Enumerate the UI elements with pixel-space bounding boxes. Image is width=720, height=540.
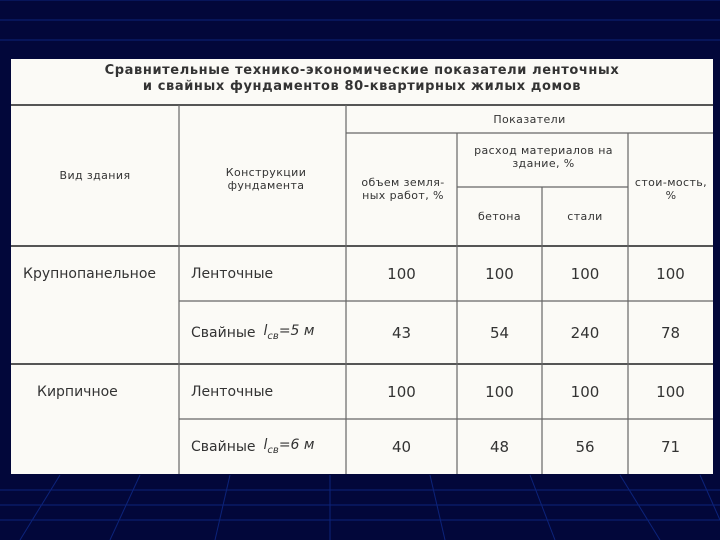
row-3-building: Кирпичное — [37, 383, 118, 400]
header-indicators: Показатели — [493, 112, 566, 126]
title-line-2: и свайных фундаментов 80-квартирных жилых домов — [142, 79, 582, 94]
row-2-cost: 78 — [660, 323, 681, 342]
row-4-var-unit: м — [303, 437, 315, 454]
header-cost: стои-мость, % — [634, 176, 708, 202]
row-2-foundation-label: Свайные — [191, 324, 256, 341]
row-1-cost: 100 — [656, 264, 685, 283]
header-foundation: Конструкции фундамента — [225, 166, 307, 192]
row-2-foundation — [191, 301, 346, 364]
row-2-var-sub: св — [267, 330, 279, 342]
header-materials: расход материалов на здание, % — [474, 144, 613, 170]
row-3-concrete: 100 — [485, 382, 514, 401]
header-building-type: Вид здания — [59, 169, 131, 182]
row-4-cost: 71 — [660, 437, 681, 456]
title-line-1: Сравнительные технико-экономические показатели ленточных — [104, 63, 620, 78]
row-1-concrete: 100 — [485, 264, 514, 283]
row-3-earthwork: 100 — [387, 382, 416, 401]
row-4-length-var — [264, 437, 315, 456]
header-steel: стали — [567, 210, 603, 223]
row-3-foundation: Ленточные — [191, 383, 274, 400]
row-4-steel: 56 — [575, 437, 595, 456]
row-4-foundation-label: Свайные — [191, 438, 256, 455]
row-2-concrete: 54 — [489, 323, 510, 342]
row-3-cost: 100 — [656, 382, 685, 401]
row-4-var-sub: св — [267, 444, 279, 456]
row-3-steel: 100 — [570, 382, 600, 401]
row-2-var-unit: м — [303, 323, 315, 340]
row-4-concrete: 48 — [489, 437, 510, 456]
row-2-var-value: =5 — [278, 323, 300, 340]
row-4-var-value: =6 — [278, 437, 300, 454]
scanned-table-page — [11, 59, 713, 474]
header-concrete: бетона — [477, 210, 522, 223]
row-1-building: Крупнопанельное — [23, 265, 157, 282]
row-2-var-symbol: l — [263, 323, 268, 340]
row-2-length-var — [264, 323, 315, 342]
row-1-earthwork: 100 — [387, 264, 416, 283]
row-2-steel: 240 — [570, 323, 600, 342]
row-4-earthwork: 40 — [391, 437, 412, 456]
row-1-foundation: Ленточные — [191, 265, 274, 282]
header-earthwork: объем земля-ных работ, % — [361, 176, 445, 202]
row-4-var-symbol: l — [263, 437, 268, 454]
row-1-steel: 100 — [570, 264, 600, 283]
row-4-foundation — [191, 419, 346, 474]
row-2-earthwork: 43 — [391, 323, 412, 342]
